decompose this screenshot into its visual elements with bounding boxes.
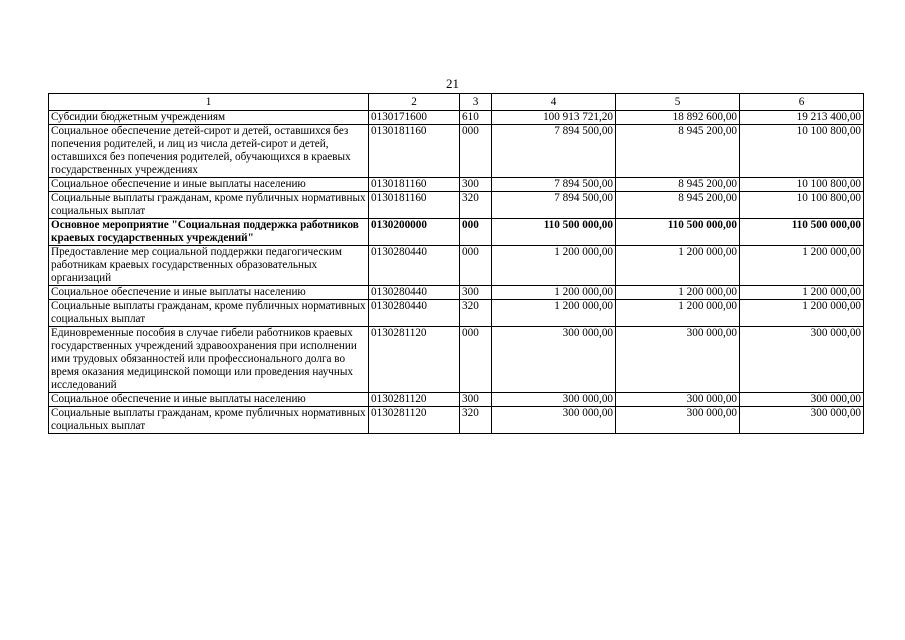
row-code-cell: 0130181160 bbox=[369, 178, 460, 192]
row-kvr-cell: 000 bbox=[460, 219, 492, 246]
table-row bbox=[49, 246, 864, 286]
row-amount-year3-cell: 110 500 000,00 bbox=[740, 219, 864, 246]
row-amount-year3-cell: 300 000,00 bbox=[740, 327, 864, 393]
row-amount-year2-cell: 1 200 000,00 bbox=[616, 300, 740, 327]
row-name-cell: Социальное обеспечение и иные выплаты населению bbox=[49, 178, 369, 192]
column-header-3: 3 bbox=[460, 94, 492, 111]
row-amount-year2-cell: 8 945 200,00 bbox=[616, 125, 740, 178]
row-amount-year1-cell: 7 894 500,00 bbox=[492, 192, 616, 219]
row-amount-year3-cell: 1 200 000,00 bbox=[740, 286, 864, 300]
row-code-cell: 0130280440 bbox=[369, 300, 460, 327]
table-row bbox=[49, 178, 864, 192]
column-header-1: 1 bbox=[49, 94, 369, 111]
row-name-cell: Социальные выплаты гражданам, кроме публичных нормативных социальных выплат bbox=[49, 300, 369, 327]
column-header-4: 4 bbox=[492, 94, 616, 111]
row-amount-year3-cell: 10 100 800,00 bbox=[740, 192, 864, 219]
row-amount-year2-cell: 8 945 200,00 bbox=[616, 178, 740, 192]
row-name-cell: Основное мероприятие "Социальная поддержка работников краевых государственных учреждений" bbox=[49, 219, 369, 246]
row-code-cell: 0130281120 bbox=[369, 327, 460, 393]
row-name-cell: Социальное обеспечение и иные выплаты населению bbox=[49, 286, 369, 300]
row-code-cell: 0130281120 bbox=[369, 393, 460, 407]
row-amount-year1-cell: 100 913 721,20 bbox=[492, 111, 616, 125]
row-amount-year3-cell: 300 000,00 bbox=[740, 407, 864, 434]
row-code-cell: 0130280440 bbox=[369, 286, 460, 300]
row-code-cell: 0130181160 bbox=[369, 192, 460, 219]
row-amount-year3-cell: 19 213 400,00 bbox=[740, 111, 864, 125]
row-amount-year2-cell: 8 945 200,00 bbox=[616, 192, 740, 219]
row-amount-year2-cell: 18 892 600,00 bbox=[616, 111, 740, 125]
page-number: 21 bbox=[446, 76, 459, 91]
column-header-6: 6 bbox=[740, 94, 864, 111]
table-row bbox=[49, 407, 864, 434]
row-kvr-cell: 300 bbox=[460, 393, 492, 407]
row-code-cell: 0130280440 bbox=[369, 246, 460, 286]
row-amount-year1-cell: 7 894 500,00 bbox=[492, 125, 616, 178]
row-name-cell: Социальные выплаты гражданам, кроме публичных нормативных социальных выплат bbox=[49, 192, 369, 219]
row-kvr-cell: 320 bbox=[460, 407, 492, 434]
row-kvr-cell: 300 bbox=[460, 178, 492, 192]
row-amount-year1-cell: 300 000,00 bbox=[492, 393, 616, 407]
row-kvr-cell: 320 bbox=[460, 192, 492, 219]
table-row bbox=[49, 393, 864, 407]
row-amount-year1-cell: 300 000,00 bbox=[492, 407, 616, 434]
table-row bbox=[49, 300, 864, 327]
row-amount-year3-cell: 10 100 800,00 bbox=[740, 178, 864, 192]
row-code-cell: 0130200000 bbox=[369, 219, 460, 246]
row-kvr-cell: 320 bbox=[460, 300, 492, 327]
row-amount-year1-cell: 300 000,00 bbox=[492, 327, 616, 393]
row-amount-year2-cell: 300 000,00 bbox=[616, 327, 740, 393]
table-row bbox=[49, 286, 864, 300]
row-amount-year1-cell: 1 200 000,00 bbox=[492, 246, 616, 286]
row-kvr-cell: 300 bbox=[460, 286, 492, 300]
row-kvr-cell: 000 bbox=[460, 327, 492, 393]
row-name-cell: Единовременные пособия в случае гибели работников краевых государственных учреждений здравоохранения при исполнении ими трудовых обязанностей или профессионального долга во время оказания медицинской помощи или проведения научных исследований bbox=[49, 327, 369, 393]
row-kvr-cell: 000 bbox=[460, 246, 492, 286]
row-kvr-cell: 610 bbox=[460, 111, 492, 125]
row-amount-year3-cell: 300 000,00 bbox=[740, 393, 864, 407]
row-amount-year1-cell: 1 200 000,00 bbox=[492, 286, 616, 300]
row-name-cell: Социальное обеспечение детей-сирот и детей, оставшихся без попечения родителей, и лиц из числа детей-сирот и детей, оставшихся без попечения родителей, обучающихся в краевых государственных учреждениях bbox=[49, 125, 369, 178]
table-row bbox=[49, 327, 864, 393]
row-name-cell: Субсидии бюджетным учреждениям bbox=[49, 111, 369, 125]
budget-table bbox=[48, 93, 864, 434]
row-code-cell: 0130181160 bbox=[369, 125, 460, 178]
table-row bbox=[49, 125, 864, 178]
column-header-5: 5 bbox=[616, 94, 740, 111]
row-amount-year3-cell: 1 200 000,00 bbox=[740, 246, 864, 286]
table-row bbox=[49, 192, 864, 219]
row-amount-year3-cell: 10 100 800,00 bbox=[740, 125, 864, 178]
row-amount-year2-cell: 1 200 000,00 bbox=[616, 286, 740, 300]
row-amount-year1-cell: 7 894 500,00 bbox=[492, 178, 616, 192]
table-row bbox=[49, 111, 864, 125]
row-code-cell: 0130281120 bbox=[369, 407, 460, 434]
row-amount-year3-cell: 1 200 000,00 bbox=[740, 300, 864, 327]
row-amount-year2-cell: 110 500 000,00 bbox=[616, 219, 740, 246]
table-row bbox=[49, 219, 864, 246]
column-header-2: 2 bbox=[369, 94, 460, 111]
table-header-row bbox=[49, 94, 864, 111]
row-name-cell: Социальное обеспечение и иные выплаты населению bbox=[49, 393, 369, 407]
row-amount-year2-cell: 300 000,00 bbox=[616, 393, 740, 407]
row-amount-year2-cell: 300 000,00 bbox=[616, 407, 740, 434]
row-name-cell: Предоставление мер социальной поддержки педагогическим работникам краевых государственных образовательных организаций bbox=[49, 246, 369, 286]
row-name-cell: Социальные выплаты гражданам, кроме публичных нормативных социальных выплат bbox=[49, 407, 369, 434]
row-amount-year1-cell: 110 500 000,00 bbox=[492, 219, 616, 246]
row-amount-year2-cell: 1 200 000,00 bbox=[616, 246, 740, 286]
row-amount-year1-cell: 1 200 000,00 bbox=[492, 300, 616, 327]
row-kvr-cell: 000 bbox=[460, 125, 492, 178]
row-code-cell: 0130171600 bbox=[369, 111, 460, 125]
